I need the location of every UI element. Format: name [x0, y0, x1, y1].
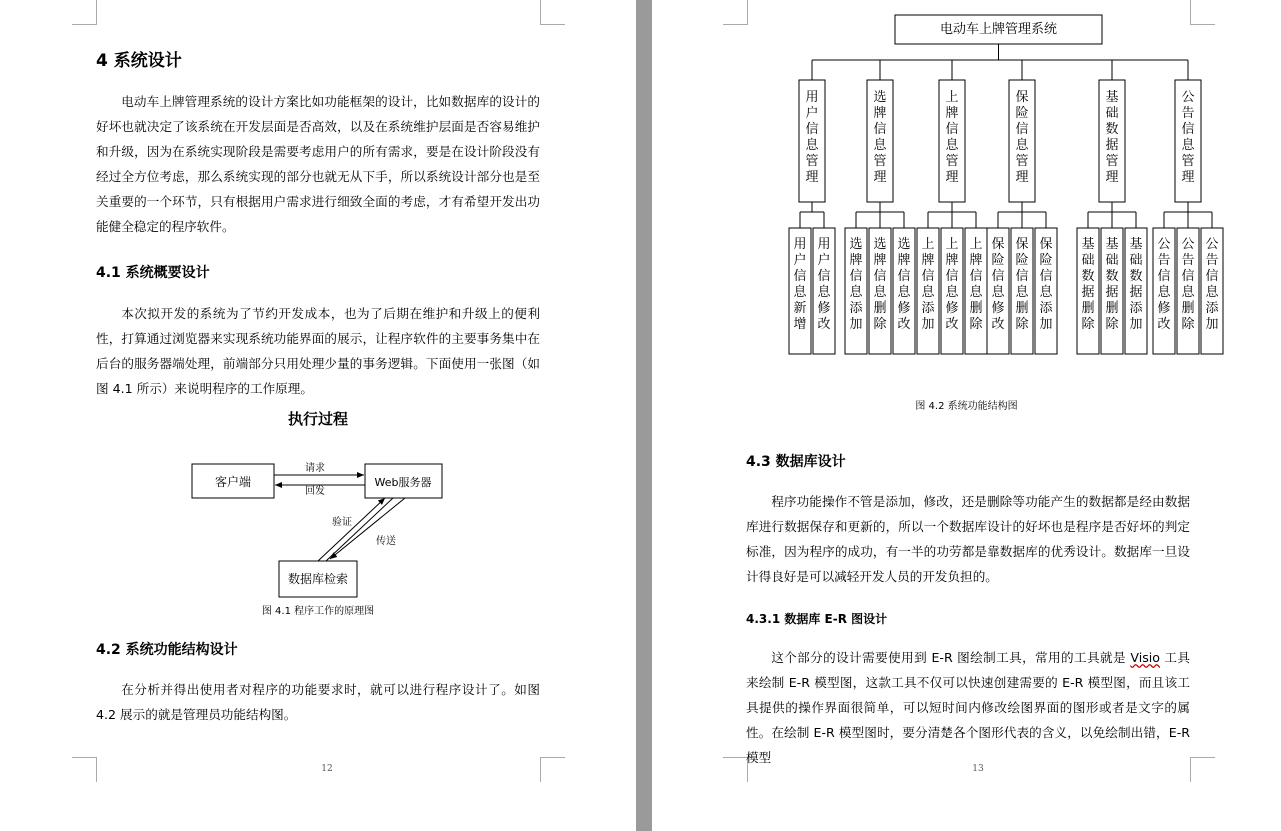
submodule-label: 户 [817, 253, 831, 268]
module-label: 理 [1015, 170, 1029, 185]
submodule-label: 险 [991, 253, 1005, 268]
submodule-label: 数 [1081, 269, 1095, 284]
submodule-label: 改 [991, 317, 1005, 332]
module-label: 理 [1181, 170, 1195, 185]
module-label: 牌 [873, 106, 887, 121]
figure-4-2-caption: 图 4.2 系统功能结构图 [915, 401, 1018, 412]
module-label: 管 [873, 154, 887, 169]
submodule-label: 信 [849, 269, 863, 284]
transfer-line [326, 498, 393, 561]
submodule-label: 础 [1105, 253, 1119, 268]
document-page-right [652, 0, 1281, 831]
submodule-label: 信 [793, 269, 807, 284]
submodule-label: 删 [1081, 301, 1095, 316]
submodule-label: 告 [1157, 253, 1171, 268]
submodule-label: 基 [1081, 237, 1095, 252]
section-4-3-paragraph: 程序功能操作不管是添加，修改，还是删除等功能产生的数据都是经由数据库进行数据保存和更新的，所以一个数据库设计的好坏也是程序是否好坏的判定标准，因为程序的成功，有一半的功劳都是靠数据库的优秀设计。数据库一旦设计得良好是可以减轻开发人员的开发负担的。 [746, 494, 1190, 584]
crop-mark [72, 0, 97, 25]
submodule-label: 信 [921, 269, 935, 284]
db-label: 数据库检索 [287, 572, 349, 586]
submodule-label: 保 [991, 237, 1005, 252]
module-label: 信 [805, 122, 819, 137]
submodule-label: 上 [969, 237, 983, 252]
submodule-label: 用 [793, 237, 807, 252]
submodule-label: 险 [1039, 253, 1053, 268]
transfer-label: 传送 [376, 536, 396, 547]
module-label: 信 [873, 122, 887, 137]
module-label: 管 [1015, 154, 1029, 169]
module-label: 管 [1105, 154, 1119, 169]
submodule-label: 信 [817, 269, 831, 284]
para-text: 这个部分的设计需要使用到 E-R 图绘制工具，常用的工具就是 [771, 650, 1131, 665]
submodule-label: 息 [817, 285, 831, 300]
submodule-label: 础 [1081, 253, 1095, 268]
module-label: 据 [1105, 138, 1119, 153]
module-label: 选 [873, 90, 887, 105]
submodule-label: 删 [1181, 301, 1195, 316]
submodule-label: 加 [1039, 317, 1053, 332]
para-text: 工具来绘制 E-R 模型图，这款工具不仅可以快速创建需要的 E-R 模型图，而且该工具提供的操作界面很简单，可以短时间内修改绘图界面的图形或者是文字的属性。在绘制 E-R 模型图时，要分清楚各个图形代表的含义，以免绘制出错，E-R 模型 [746, 650, 1190, 765]
submodule-label: 信 [897, 269, 911, 284]
submodule-label: 添 [1205, 301, 1219, 316]
transfer-arrow [330, 498, 405, 559]
intro-paragraph: 电动车上牌管理系统的设计方案比如功能框架的设计，比如数据库的设计的好坏也就决定了该系统在开发层面是否高效，以及在系统维护层面是否容易维护和升级，因为在系统实现阶段是需要考虑用户的所有需求，要是在设计阶段没有经过全方位考虑，那么系统实现的部分也就无从下手，所以系统设计部分也是至关重要的一个环节，只有根据用户需求进行细致全面的考虑，才有希望开发出功能健全稳定的程序软件。 [96, 94, 540, 234]
module-label: 息 [873, 138, 887, 153]
submodule-label: 公 [1181, 237, 1195, 252]
crop-mark [540, 0, 565, 25]
submodule-label: 删 [969, 301, 983, 316]
submodule-label: 加 [921, 317, 935, 332]
submodule-label: 信 [1157, 269, 1171, 284]
module-label: 基 [1105, 90, 1119, 105]
submodule-label: 信 [1039, 269, 1053, 284]
submodule-label: 信 [1015, 269, 1029, 284]
submodule-label: 改 [945, 317, 959, 332]
submodule-label: 加 [1205, 317, 1219, 332]
submodule-label: 删 [873, 301, 887, 316]
module-label: 理 [805, 170, 819, 185]
submodule-label: 牌 [921, 253, 935, 268]
submodule-label: 添 [849, 301, 863, 316]
submodule-label: 据 [1105, 285, 1119, 300]
submodule-label: 基 [1129, 237, 1143, 252]
submodule-label: 选 [897, 237, 911, 252]
submodule-label: 信 [873, 269, 887, 284]
submodule-label: 公 [1157, 237, 1171, 252]
reply-label: 回发 [305, 486, 325, 497]
submodule-label: 修 [897, 301, 911, 316]
submodule-label: 除 [1181, 317, 1195, 332]
module-label: 管 [1181, 154, 1195, 169]
module-label: 保 [1015, 90, 1029, 105]
submodule-label: 添 [1039, 301, 1053, 316]
submodule-label: 息 [991, 285, 1005, 300]
module-label: 理 [873, 170, 887, 185]
module-label: 告 [1181, 106, 1195, 121]
module-label: 信 [1181, 122, 1195, 137]
chapter-heading: 4 系统设计 [96, 51, 182, 71]
figure-4-1-diagram [180, 455, 460, 605]
server-label: Web服务器 [374, 476, 432, 489]
submodule-label: 修 [991, 301, 1005, 316]
submodule-label: 牌 [969, 253, 983, 268]
figure-4-1-caption: 图 4.1 程序工作的原理图 [261, 606, 375, 617]
submodule-label: 础 [1129, 253, 1143, 268]
submodule-label: 息 [1039, 285, 1053, 300]
submodule-label: 息 [793, 285, 807, 300]
submodule-label: 修 [945, 301, 959, 316]
module-label: 理 [1105, 170, 1119, 185]
module-label: 信 [945, 122, 959, 137]
submodule-label: 删 [1105, 301, 1119, 316]
submodule-label: 保 [1015, 237, 1029, 252]
submodule-label: 息 [969, 285, 983, 300]
submodule-label: 息 [945, 285, 959, 300]
submodule-label: 息 [897, 285, 911, 300]
submodule-label: 据 [1129, 285, 1143, 300]
root-label: 电动车上牌管理系统 [939, 22, 1058, 37]
module-label: 户 [805, 106, 819, 121]
client-label: 客户端 [214, 475, 252, 489]
module-label: 息 [805, 138, 819, 153]
verify-arrow [318, 498, 385, 561]
submodule-label: 告 [1181, 253, 1195, 268]
submodule-label: 户 [793, 253, 807, 268]
submodule-label: 保 [1039, 237, 1053, 252]
request-label: 请求 [305, 463, 325, 474]
module-label: 息 [1015, 138, 1029, 153]
module-label: 息 [945, 138, 959, 153]
module-label: 牌 [945, 106, 959, 121]
module-label: 管 [945, 154, 959, 169]
page-gutter [636, 0, 652, 831]
submodule-label: 加 [849, 317, 863, 332]
submodule-label: 除 [1105, 317, 1119, 332]
submodule-label: 除 [1015, 317, 1029, 332]
submodule-label: 加 [1129, 317, 1143, 332]
module-label: 险 [1015, 106, 1029, 121]
submodule-label: 息 [1157, 285, 1171, 300]
figure-4-1-title: 执行过程 [287, 410, 348, 428]
figure-4-2-structure-chart [652, 0, 1281, 380]
submodule-label: 牌 [897, 253, 911, 268]
section-4-3-1-heading: 4.3.1 数据库 E-R 图设计 [746, 612, 888, 626]
submodule-label: 基 [1105, 237, 1119, 252]
submodule-label: 据 [1081, 285, 1095, 300]
submodule-label: 牌 [945, 253, 959, 268]
submodule-label: 上 [945, 237, 959, 252]
page-number: 13 [972, 764, 984, 774]
submodule-label: 数 [1105, 269, 1119, 284]
submodule-label: 信 [945, 269, 959, 284]
submodule-label: 数 [1129, 269, 1143, 284]
module-label: 上 [945, 90, 959, 105]
submodule-label: 选 [849, 237, 863, 252]
submodule-label: 除 [969, 317, 983, 332]
document-page-left [0, 0, 636, 831]
module-label: 础 [1105, 106, 1119, 121]
submodule-label: 公 [1205, 237, 1219, 252]
module-label: 数 [1105, 122, 1119, 137]
module-label: 理 [945, 170, 959, 185]
submodule-label: 删 [1015, 301, 1029, 316]
module-label: 息 [1181, 138, 1195, 153]
submodule-label: 修 [817, 301, 831, 316]
visio-word: Visio [1130, 650, 1160, 665]
section-4-3-heading: 4.3 数据库设计 [746, 454, 846, 470]
submodule-label: 牌 [849, 253, 863, 268]
submodule-label: 息 [1181, 285, 1195, 300]
module-label: 信 [1015, 122, 1029, 137]
submodule-label: 信 [991, 269, 1005, 284]
submodule-label: 险 [1015, 253, 1029, 268]
submodule-label: 添 [1129, 301, 1143, 316]
verify-label: 验证 [332, 517, 352, 528]
submodule-label: 改 [817, 317, 831, 332]
section-4-2-paragraph: 在分析并得出使用者对程序的功能要求时，就可以进行程序设计了。如图 4.2 展示的就是管理员功能结构图。 [96, 682, 540, 722]
submodule-label: 改 [897, 317, 911, 332]
submodule-label: 增 [793, 317, 807, 332]
submodule-label: 改 [1157, 317, 1171, 332]
submodule-label: 信 [969, 269, 983, 284]
submodule-label: 息 [849, 285, 863, 300]
module-label: 管 [805, 154, 819, 169]
submodule-label: 选 [873, 237, 887, 252]
submodule-label: 用 [817, 237, 831, 252]
submodule-label: 除 [1081, 317, 1095, 332]
submodule-label: 信 [1205, 269, 1219, 284]
submodule-label: 添 [921, 301, 935, 316]
module-label: 公 [1181, 90, 1195, 105]
submodule-label: 息 [921, 285, 935, 300]
submodule-label: 息 [873, 285, 887, 300]
submodule-label: 信 [1181, 269, 1195, 284]
section-4-1-paragraph: 本次拟开发的系统为了节约开发成本，也为了后期在维护和升级上的便利性，打算通过浏览器来实现系统功能界面的展示，让程序软件的主要事务集中在后台的服务器端处理，前端部分只用处理少量的事务逻辑。下面使用一张图（如图 4.1 所示）来说明程序的工作原理。 [96, 306, 540, 396]
submodule-label: 新 [793, 301, 807, 316]
submodule-label: 上 [921, 237, 935, 252]
submodule-label: 息 [1015, 285, 1029, 300]
section-4-1-heading: 4.1 系统概要设计 [96, 265, 210, 281]
submodule-label: 牌 [873, 253, 887, 268]
module-label: 用 [805, 90, 819, 105]
submodule-label: 修 [1157, 301, 1171, 316]
section-4-3-1-paragraph [746, 645, 1190, 770]
submodule-label: 息 [1205, 285, 1219, 300]
submodule-label: 除 [873, 317, 887, 332]
submodule-label: 告 [1205, 253, 1219, 268]
page-number: 12 [321, 764, 333, 774]
section-4-2-heading: 4.2 系统功能结构设计 [96, 642, 238, 658]
